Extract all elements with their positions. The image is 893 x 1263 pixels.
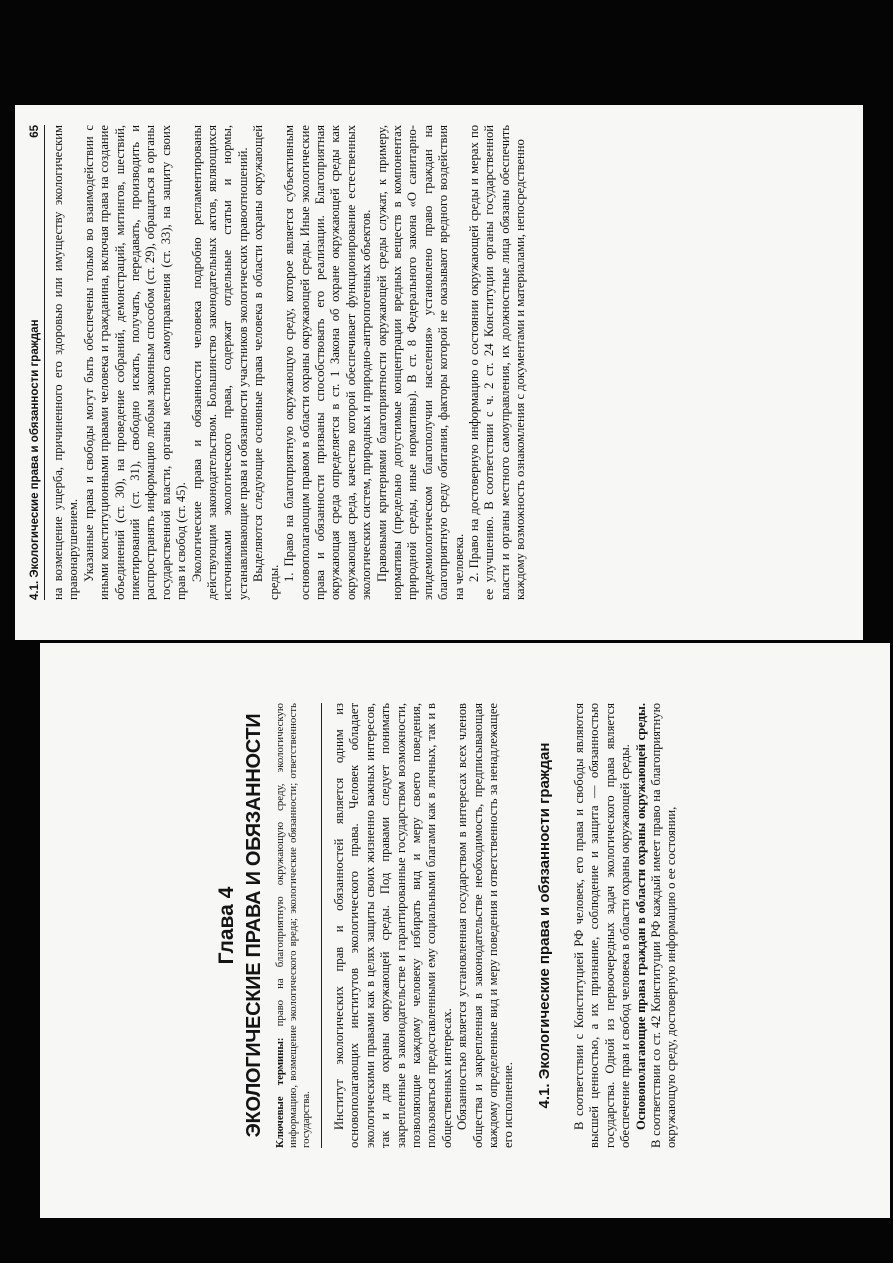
- paragraph: Обязанностью является установленная государством в интересах всех членов общества и закрепленная в законодательстве необходимость, предписывающая каждому определенные вид и меру поведения и ответственность за ненадлежащее его исполнение.: [455, 703, 516, 1148]
- paragraph: на возмещение ущерба, причиненного его здоровью или имуществу экологическим правонарушением.: [51, 125, 81, 600]
- section-title: 4.1. Экологические права и обязанности граждан: [535, 742, 553, 1109]
- key-terms: [274, 703, 313, 1148]
- paragraph: Выделяются следующие основные права человека в области охраны окружающей среды.: [251, 125, 281, 600]
- page-65: [15, 105, 863, 640]
- paragraph-text: В соответствии со ст. 42 Конституции РФ каждый имеет право на благоприятную окружающую среду, достоверную информацию о ее состоянии,: [648, 703, 679, 1148]
- chapter-4-page: [40, 643, 890, 1218]
- paragraph: Указанные права и свободы могут быть обеспечены только во взаимодействии с иными конституционными правами человека и гражданина, включая права на создание объединений (ст. 30), на проведение собраний, демонстраций, митингов, шествий, пикетирований (ст. 31), свободно искать, получать, передавать, производить и распространять информацию любым законным способом (ст. 29), обращаться в органы государственной власти, органы местного самоуправления (ст. 33), на защиту своих прав и свобод (ст. 45).: [81, 125, 189, 600]
- key-terms-text: право на благоприятную окружающую среду, экологическую информацию, возмещение экологического вреда; экологические обязанности; ответственность государства.: [274, 703, 312, 1148]
- bold-lead: Основополагающие права граждан в области охраны окружающей среды.: [633, 703, 648, 1130]
- paragraph: [634, 703, 680, 1148]
- chapter-4-content: [40, 643, 890, 1218]
- page-65-content: [15, 105, 863, 640]
- paragraph: 2. Право на достоверную информацию о состоянии окружающей среды и мерах по ее улучшению. В соответствии с ч. 2 ст. 24 Конституции органы государственной власти и органы местного самоуправления, их должностные лица обязаны обеспечить каждому возможность ознакомления с документами и материалами, непосредственно: [466, 125, 528, 600]
- paragraph: Правовыми критериями благоприятности окружающей среды служат, к примеру, нормативы (предельно допустимые концентрации вредных веществ в компонентах природной среды, иные нормативы). В ст. 8 Федерального закона «О санитарно-эпидемиологическом благополучии населения» установлено право граждан на благоприятную среду обитания, факторы которой не оказывают вредного воздействия на человека.: [374, 125, 466, 600]
- paragraph: Институт экологических прав и обязанностей является одним из основополагающих институтов экологического права. Человек обладает экологическими правами как в целях защиты своих жизненно важных интересов, так и для охраны окружающей среды. Под правами следует понимать закрепленные в законодательстве и гарантированные государством возможности, позволяющие каждому человеку избирать вид и меру своего поведения, пользоваться предоставленными ему социальными благами как в личных, так и в общественных интересах.: [332, 703, 454, 1148]
- divider: [321, 703, 322, 1148]
- chapter-heading: [215, 703, 266, 1148]
- paragraph: 1. Право на благоприятную окружающую среду, которое является субъективным основополагающим правом в области охраны окружающей среды. Иные экологические права и обязанности призваны способствовать его реализации. Благоприятная окружающая среда определяется в ст. 1 Закона об охране окружающей среды как окружающая среда, качество которой обеспечивает функционирование естественных экологических систем, природных и природно-антропогенных объектов.: [282, 125, 374, 600]
- paragraph: Экологические права и обязанности человека подробно регламентированы действующим законодательством. Большинство законодательных актов, являющихся источниками экологического права, содержат отдельные статьи и нормы, устанавливающие права и обязанности участников экологических правоотношений.: [189, 125, 250, 600]
- key-terms-label: Ключевые термины:: [274, 1037, 286, 1148]
- page-number: 65: [29, 125, 41, 138]
- paragraph: В соответствии с Конституцией РФ человек, его права и свободы являются высшей ценностью, а их признание, соблюдение и защита — обязанностью государства. Одной из первоочередных задач экологического права является обеспечение прав и свобод человека в области охраны окружающей среды.: [571, 703, 633, 1148]
- running-head: [29, 125, 45, 600]
- chapter-number: Глава 4: [215, 886, 238, 965]
- running-head-title: 4.1. Экологические права и обязанности граждан: [29, 319, 41, 600]
- chapter-title: ЭКОЛОГИЧЕСКИЕ ПРАВА И ОБЯЗАННОСТИ: [243, 713, 265, 1138]
